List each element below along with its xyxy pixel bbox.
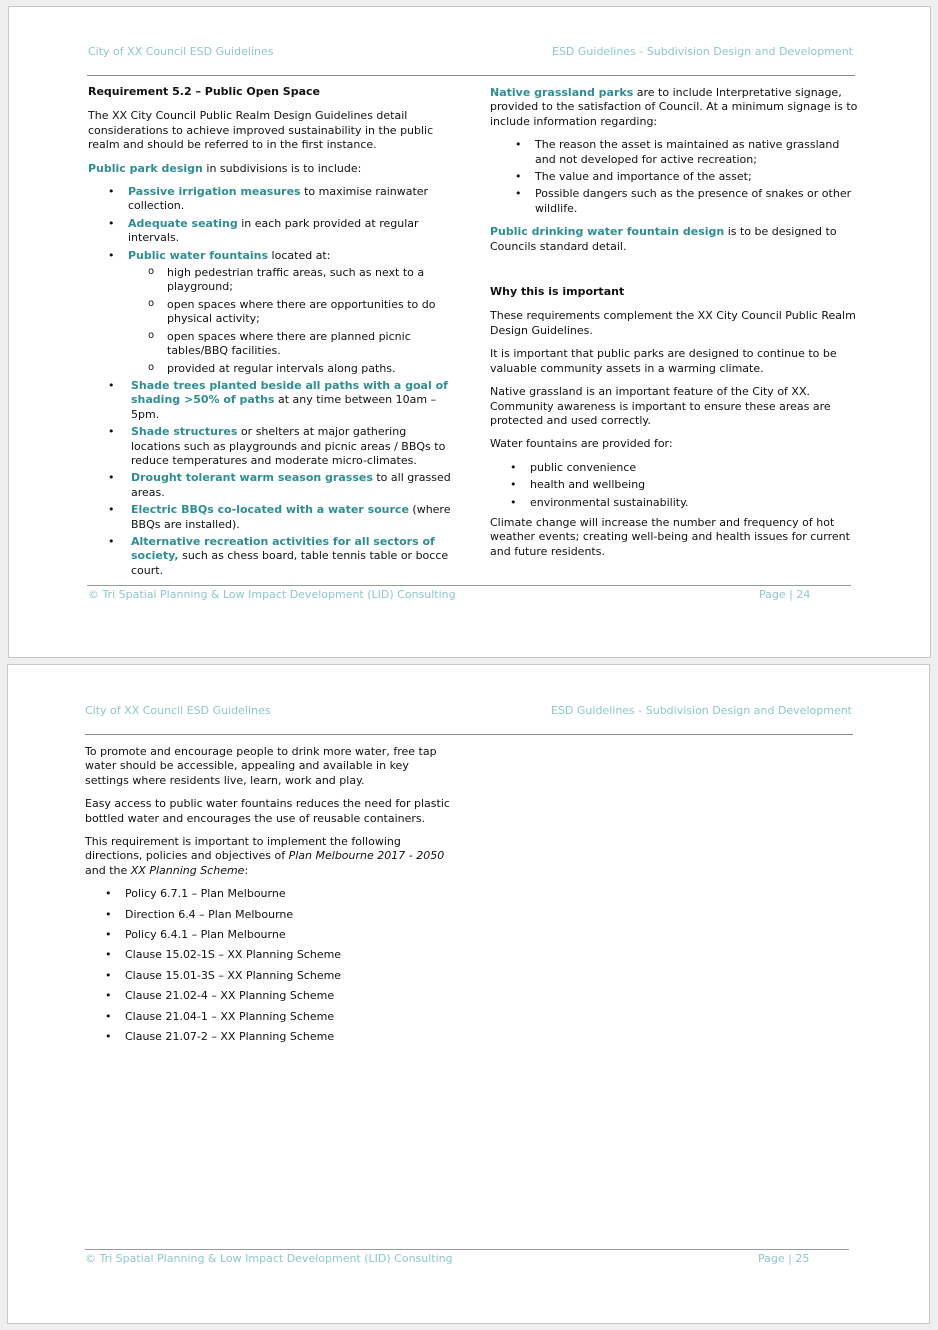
- list-item: • Clause 15.01-3S – XX Planning Scheme: [85, 969, 455, 983]
- list-item: • Possible dangers such as the presence of snakes or other wildlife.: [490, 187, 858, 216]
- why-paragraph: Native grassland is an important feature of the City of XX. Community awareness is important to ensure these areas are protected and used correctly.: [490, 385, 831, 427]
- list-item: • health and wellbeing: [490, 478, 858, 492]
- right-column: [490, 86, 858, 568]
- list-item: • Clause 21.04-1 – XX Planning Scheme: [85, 1010, 455, 1024]
- page-number: Page | 24: [759, 588, 811, 601]
- why-paragraph: It is important that public parks are designed to continue to be valuable community assets in a warming climate.: [490, 347, 837, 375]
- list-item: • Clause 15.02-1S – XX Planning Scheme: [85, 948, 455, 962]
- fountain-purposes-list: [490, 461, 858, 510]
- body-paragraph: Easy access to public water fountains reduces the need for plastic bottled water and encourages the use of reusable containers.: [85, 797, 450, 825]
- why-paragraph: Climate change will increase the number and frequency of hot weather events; creating well-being and health issues for current and future residents.: [490, 515, 850, 558]
- header-right: ESD Guidelines - Subdivision Design and Development: [552, 45, 853, 58]
- requirement-heading: Requirement 5.2 – Public Open Space: [88, 85, 320, 98]
- body-paragraph: This requirement is important to implement the following directions, policies and objectives of Plan Melbourne 2017 - 2050 and the XX Planning Scheme:: [85, 835, 445, 877]
- drinking-fountain-paragraph: Public drinking water fountain design is to be designed to Councils standard detail.: [490, 225, 837, 253]
- policy-list: [85, 887, 455, 1044]
- header-rule: [87, 75, 855, 76]
- list-item: • Public water fountains located at: o high pedestrian traffic areas, such as next to a playground; o open spaces where there are opportunities to do physical activity; o open spaces where there are planned picnic tables/BBQ facilities. o provided at regular intervals along paths.: [88, 249, 456, 376]
- header-right: ESD Guidelines - Subdivision Design and Development: [551, 704, 852, 717]
- park-requirements-list: [88, 185, 456, 578]
- fountain-locations-list: [128, 266, 456, 376]
- list-item: • Clause 21.07-2 – XX Planning Scheme: [85, 1030, 455, 1044]
- footer-rule: [87, 585, 851, 586]
- intro-paragraph: The XX City Council Public Realm Design Guidelines detail considerations to achieve improved sustainability in the public realm and should be referred to in the first instance.: [88, 109, 434, 152]
- list-item: • public convenience: [490, 461, 858, 475]
- document-page-25: [7, 664, 930, 1324]
- list-item: • Clause 21.02-4 – XX Planning Scheme: [85, 989, 455, 1003]
- park-design-term: Public park design: [88, 161, 203, 175]
- list-item: • environmental sustainability.: [490, 496, 858, 510]
- list-item: o provided at regular intervals along paths.: [128, 362, 456, 376]
- list-item: • Adequate seating in each park provided at regular intervals.: [88, 217, 456, 246]
- why-paragraph: These requirements complement the XX City Council Public Realm Design Guidelines.: [490, 309, 856, 337]
- header-left: City of XX Council ESD Guidelines: [85, 704, 271, 717]
- list-item: • The reason the asset is maintained as native grassland and not developed for active recreation;: [490, 138, 858, 167]
- document-page-24: [8, 6, 931, 658]
- left-column: [88, 85, 456, 581]
- grassland-paragraph: Native grassland parks are to include Interpretative signage, provided to the satisfaction of Council. At a minimum signage is to include information regarding:: [490, 86, 858, 128]
- footer-copyright: © Tri Spatial Planning & Low Impact Development (LID) Consulting: [88, 588, 456, 601]
- header-left: City of XX Council ESD Guidelines: [88, 45, 274, 58]
- header-rule: [85, 734, 853, 735]
- list-item: o open spaces where there are opportunities to do physical activity;: [128, 298, 456, 327]
- why-paragraph: Water fountains are provided for:: [490, 437, 673, 451]
- footer-rule: [85, 1249, 849, 1250]
- list-item: • Alternative recreation activities for all sectors of society, such as chess board, table tennis table or bocce court.: [88, 535, 456, 578]
- list-item: • Policy 6.7.1 – Plan Melbourne: [85, 887, 455, 901]
- park-design-paragraph: Public park design in subdivisions is to include:: [88, 161, 362, 175]
- footer-copyright: © Tri Spatial Planning & Low Impact Development (LID) Consulting: [85, 1252, 453, 1265]
- list-item: • Passive irrigation measures to maximise rainwater collection.: [88, 185, 456, 214]
- list-item: • Drought tolerant warm season grasses to all grassed areas.: [88, 471, 456, 500]
- signage-list: [490, 138, 858, 216]
- list-item: o open spaces where there are planned picnic tables/BBQ facilities.: [128, 330, 456, 359]
- list-item: • Electric BBQs co-located with a water source (where BBQs are installed).: [88, 503, 456, 532]
- page-number: Page | 25: [758, 1252, 810, 1265]
- list-item: • Policy 6.4.1 – Plan Melbourne: [85, 928, 455, 942]
- list-item: • Direction 6.4 – Plan Melbourne: [85, 908, 455, 922]
- list-item: o high pedestrian traffic areas, such as next to a playground;: [128, 266, 456, 295]
- why-heading: Why this is important: [490, 285, 625, 299]
- list-item: • Shade structures or shelters at major gathering locations such as playgrounds and picnic areas / BBQs to reduce temperatures and moderate micro-climates.: [88, 425, 456, 468]
- list-item: • The value and importance of the asset;: [490, 170, 858, 184]
- list-item: • Shade trees planted beside all paths with a goal of shading >50% of paths at any time between 10am – 5pm.: [88, 379, 456, 422]
- body-column: [85, 745, 455, 1051]
- body-paragraph: To promote and encourage people to drink more water, free tap water should be accessible, appealing and available in key settings where residents live, learn, work and play.: [85, 745, 437, 787]
